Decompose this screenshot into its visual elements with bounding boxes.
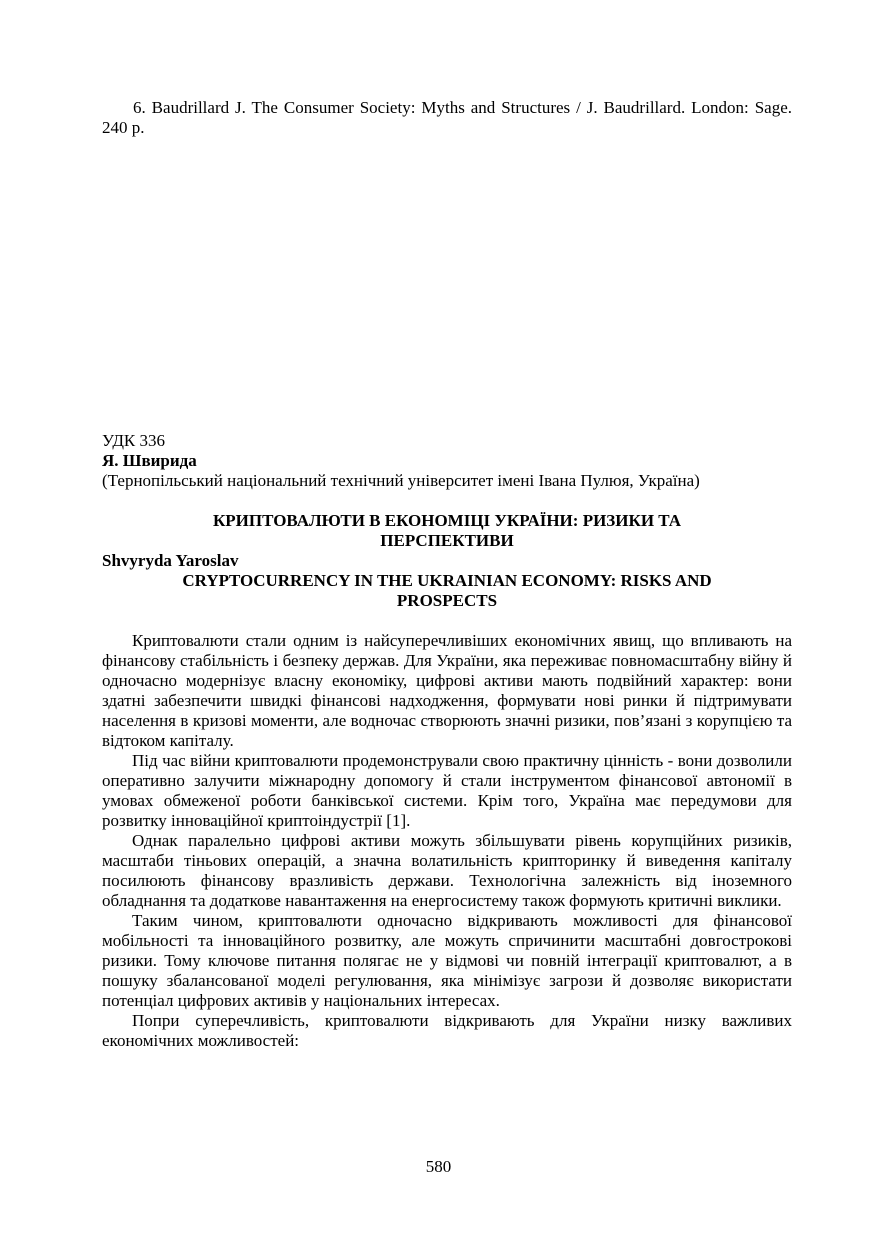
author-name-uk: Я. Швирида	[102, 451, 197, 470]
body-paragraph: Під час війни криптовалюти продемонстрували свою практичну цінність - вони дозволили оперативно залучити міжнародну допомогу й стали інструментом фінансової автономії в умовах обмеженої роботи банківської системи. Крім того, Україна має передумови для розвитку інноваційної криптоіндустрії [1].	[102, 751, 792, 830]
body-paragraph: Таким чином, криптовалюти одночасно відкривають можливості для фінансової мобільності та інноваційного розвитку, але можуть спричинити масштабні довгострокові ризики. Тому ключове питання полягає не у відмові чи повній інтеграції криптовалют, а в пошуку збалансованої моделі регулювання, яка мінімізує загрози й дозволяє використати потенціал цифрових активів у національних інтересах.	[102, 911, 792, 1010]
article-header	[102, 431, 792, 611]
reference-item: 6. Baudrillard J. The Consumer Society: Myths and Structures / J. Baudrillard. London: Sage. 240 p.	[102, 98, 792, 137]
body-paragraph: Криптовалюти стали одним із найсуперечливіших економічних явищ, що впливають на фінансову стабільність і безпеку держав. Для України, яка переживає повномасштабну війну й одночасно модернізує власну економіку, цифрові активи мають подвійний характер: вони здатні забезпечити швидкі фінансові надходження, формувати нові ринки й підтримувати населення в кризові моменти, але водночас створюють значні ризики, пов’язані з корупцією та відтоком капіталу.	[102, 631, 792, 750]
author-name-en: Shvyryda Yaroslav	[102, 551, 239, 570]
article-body	[102, 631, 792, 1051]
page-number: 580	[425, 1157, 452, 1176]
author-affiliation: (Тернопільський національний технічний університет імені Івана Пулюя, Україна)	[102, 471, 700, 490]
body-paragraph: Попри суперечливість, криптовалюти відкривають для України низку важливих економічних можливостей:	[102, 1011, 792, 1050]
body-paragraph: Однак паралельно цифрові активи можуть збільшувати рівень корупційних ризиків, масштаби тіньових операцій, а значна волатильність крипторинку й виведення капіталу посилюють фінансову вразливість держави. Технологічна залежність від іноземного обладнання та додаткове навантаження на енергосистему також формують критичні виклики.	[102, 831, 792, 910]
article-title-en: CRYPTOCURRENCY IN THE UKRAINIAN ECONOMY: RISKS AND PROSPECTS	[182, 571, 712, 610]
udc-code: УДК 336	[102, 431, 166, 450]
article-title-uk: КРИПТОВАЛЮТИ В ЕКОНОМІЦІ УКРАЇНИ: РИЗИКИ ТА ПЕРСПЕКТИВИ	[212, 511, 682, 550]
